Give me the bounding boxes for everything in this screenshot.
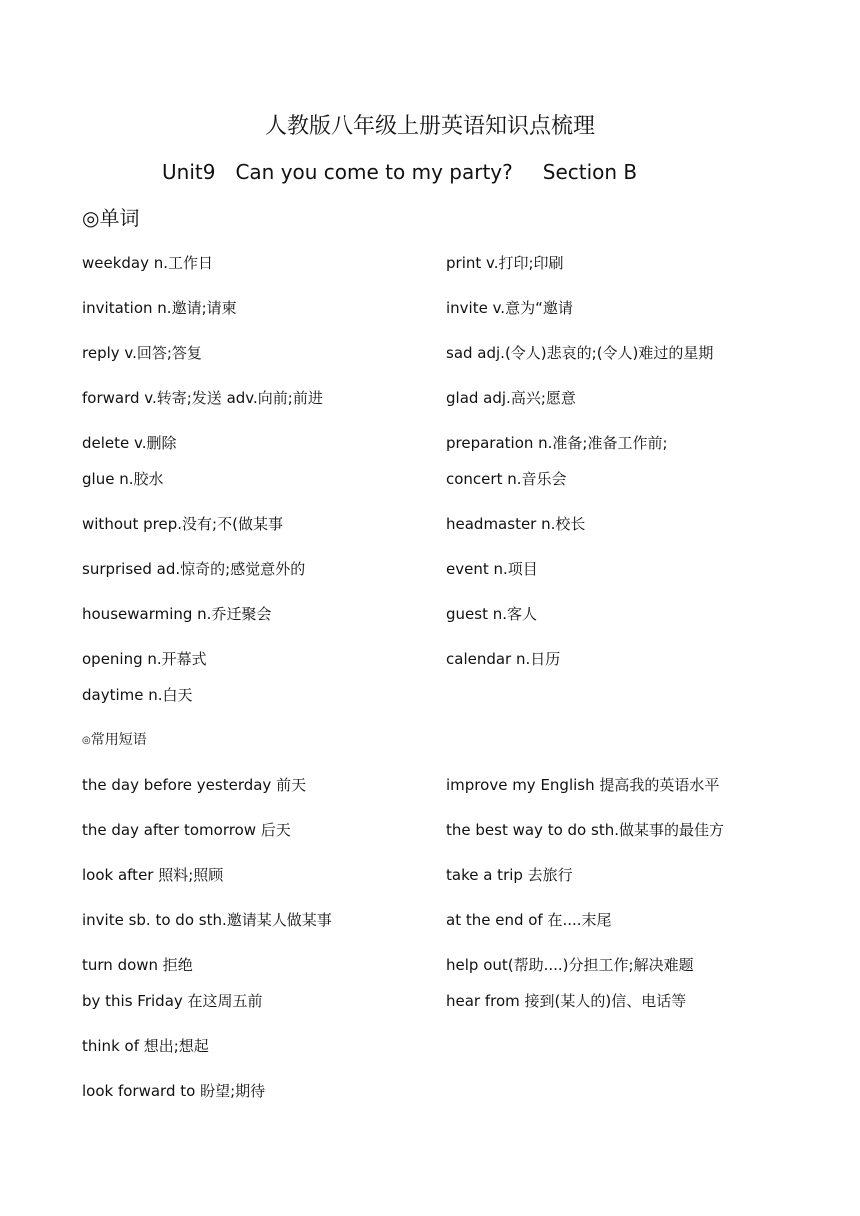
phrase-item: take a trip 去旅行	[446, 866, 573, 884]
phrase-item: at the end of 在....末尾	[446, 911, 612, 929]
phrase-item: help out(帮助....)分担工作;解决难题	[446, 956, 694, 974]
circle-bullet-icon: ◎	[82, 735, 91, 746]
vocab-item: invite v.意为“邀请	[446, 299, 573, 317]
vocab-item: calendar n.日历	[446, 650, 561, 668]
vocab-item: sad adj.(令人)悲哀的;(令人)难过的星期	[446, 344, 714, 362]
vocab-item: invitation n.邀请;请柬	[82, 299, 237, 317]
section-label: Section B	[542, 160, 638, 184]
phrase-item: look after 照料;照顾	[82, 866, 224, 884]
vocab-item: glad adj.高兴;愿意	[446, 389, 576, 407]
vocab-item: opening n.开幕式	[82, 650, 207, 668]
vocab-item: delete v.删除	[82, 434, 177, 452]
phrase-item: hear from 接到(某人的)信、电话等	[446, 992, 687, 1010]
vocab-heading: ◎单词	[82, 206, 140, 230]
phrase-item: turn down 拒绝	[82, 956, 193, 974]
phrase-item: by this Friday 在这周五前	[82, 992, 263, 1010]
phrases-heading-label: 常用短语	[90, 732, 147, 748]
vocab-item: glue n.胶水	[82, 470, 164, 488]
phrase-item: the day after tomorrow 后天	[82, 821, 291, 839]
phrase-item: think of 想出;想起	[82, 1037, 209, 1055]
unit-subtitle	[162, 158, 637, 186]
phrase-item: the best way to do sth.做某事的最佳方	[446, 821, 724, 839]
phrases-heading	[82, 730, 147, 751]
vocab-item: housewarming n.乔迁聚会	[82, 605, 272, 623]
vocab-item: reply v.回答;答复	[82, 344, 202, 362]
vocab-item: print v.打印;印刷	[446, 254, 564, 272]
phrase-item: invite sb. to do sth.邀请某人做某事	[82, 911, 332, 929]
unit-label: Unit9	[162, 160, 216, 184]
vocab-item: daytime n.白天	[82, 686, 193, 704]
document-title: 人教版八年级上册英语知识点梳理	[264, 114, 595, 139]
vocab-item: forward v.转寄;发送 adv.向前;前进	[82, 389, 323, 407]
vocab-item: guest n.客人	[446, 605, 537, 623]
phrase-item: the day before yesterday 前天	[82, 776, 307, 794]
vocab-item: without prep.没有;不(做某事	[82, 515, 283, 533]
vocab-item: headmaster n.校长	[446, 515, 586, 533]
vocab-item: weekday n.工作日	[82, 254, 214, 272]
vocab-item: concert n.音乐会	[446, 470, 567, 488]
unit-question: Can you come to my party?	[235, 160, 513, 184]
phrase-item: look forward to 盼望;期待	[82, 1082, 266, 1100]
vocab-item: surprised ad.惊奇的;感觉意外的	[82, 560, 306, 578]
vocab-item: event n.项目	[446, 560, 538, 578]
phrase-item: improve my English 提高我的英语水平	[446, 776, 720, 794]
vocab-item: preparation n.准备;准备工作前;	[446, 434, 668, 452]
